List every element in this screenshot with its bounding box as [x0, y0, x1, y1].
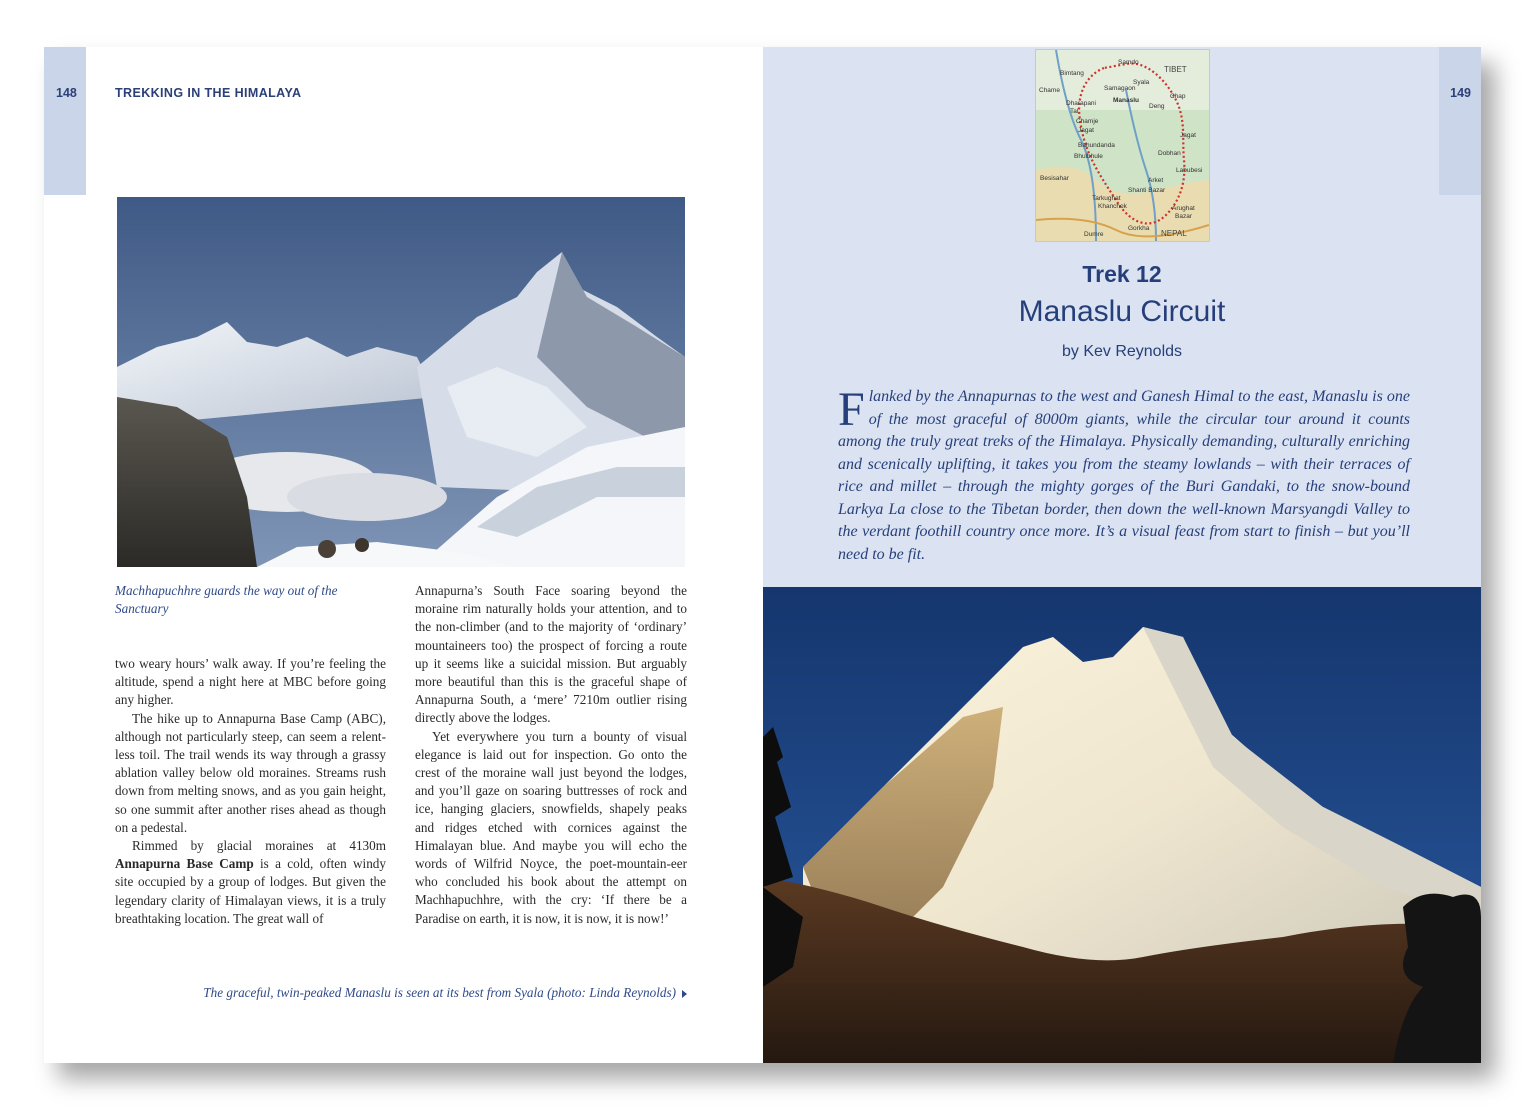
paragraph: [115, 837, 386, 928]
map-label: Deng: [1149, 103, 1165, 110]
map-label: Jagat: [1180, 132, 1196, 139]
map-label: Dharapani: [1066, 100, 1096, 107]
book-spread: [44, 47, 1481, 1063]
trek-title: Manaslu Circuit: [1018, 295, 1226, 328]
map-label: NEPAL: [1161, 229, 1187, 238]
map-label: Samdo: [1118, 59, 1139, 66]
manaslu-photo: [763, 587, 1481, 1063]
paragraph: Annapurna’s South Face soaring beyond the moraine rim naturally holds your attention, and to the non-climber (and to the majority of ‘ordinary’ mountaineers too) the prospect of forcing a route up it seems like a suicidal mission. But arguably more beautiful than this is the graceful shape of Annapurna South, a ‘mere’ 7210m outlier rising directly above the lodges.: [415, 583, 687, 726]
map-label: Shanti Bazar: [1128, 187, 1166, 194]
map-label: Chap: [1170, 93, 1186, 100]
map-label: Gorkha: [1128, 225, 1150, 232]
photo-caption-left: [115, 582, 365, 618]
map-label: Chamje: [1076, 118, 1099, 125]
arrow-right-icon: [682, 990, 687, 998]
drop-cap: F: [838, 383, 865, 436]
map-label: Tarkughat: [1092, 195, 1121, 202]
caption-line-1: Machhapuchhre guards the way out of the: [115, 583, 338, 598]
map-label: Jagat: [1078, 127, 1094, 134]
map-label: Samagaon: [1104, 85, 1136, 92]
folio-tab-right: [1439, 47, 1481, 195]
map-label: Bhulbhule: [1074, 153, 1103, 160]
folio-tab-left: [44, 47, 86, 195]
map-label: Arket: [1148, 177, 1164, 184]
map-label: Bimtang: [1060, 70, 1084, 77]
map-label: Syala: [1133, 79, 1150, 86]
map-label: Dumre: [1084, 231, 1104, 238]
trek-number: Trek 12: [1082, 261, 1162, 287]
paragraph: The hike up to Annapurna Base Camp (ABC), although not particularly steep, can seem a relent-less toil. The trail wends its way through a grassy ablation valley below old moraines. Streams rush down from melting snows, and as you gain height, so one summit after another rises ahead as though on a pedestal.: [115, 710, 386, 835]
right-page: [763, 47, 1481, 1063]
paragraph-text: Rimmed by glacial moraines at 4130m: [132, 838, 386, 854]
text-column-1: [115, 655, 386, 928]
map-label: Bazar: [1175, 213, 1192, 220]
map-label: Labubesi: [1176, 167, 1203, 174]
map-label: Bahundanda: [1078, 142, 1115, 149]
intro-text: lanked by the Annapurnas to the west and Ganesh Himal to the east, Manaslu is one of the most graceful of 8000m giants, while the circular tour around it counts among the truly great treks of the Himalaya. Physically demanding, culturally enriching and scenically uplifting, it takes you from the steamy lowlands – with their terraces of rice and millet – through the mighty gorges of the Buri Gandaki, to the snow-bound Larkya La close to the Tibetan border, then down the well-known Marsyangdi Valley to the verdant foothill country once more. It’s a visual feast from start to finish – but you’ll need to be fit.: [838, 388, 1410, 563]
running-head: TREKKING IN THE HIMALAYA: [115, 86, 302, 100]
paragraph-text: is a cold, often windy site occupied by a group of lodges. But given the legendary clarity of Himalayan views, it is a truly breathtaking location. The great wall of: [115, 856, 386, 926]
map-label: Manaslu: [1113, 97, 1140, 104]
map-label: Arughat: [1172, 205, 1195, 212]
paragraph: two weary hours’ walk away. If you’re feeling the altitude, spend a night here at MBC before going any higher.: [115, 656, 386, 708]
page-number-left: 148: [56, 86, 77, 100]
caption-text: The graceful, twin-peaked Manaslu is seen at its best from Syala (photo: Linda Reynolds): [203, 985, 676, 1000]
bold-term: Annapurna Base Camp: [115, 856, 254, 872]
map-label: Besisahar: [1040, 175, 1069, 182]
map-label: Dobhan: [1158, 150, 1181, 157]
route-map: [1035, 49, 1210, 242]
text-column-2: [415, 582, 687, 928]
machhapuchhre-photo: [117, 197, 685, 567]
left-page: [44, 47, 763, 1063]
map-label: Chame: [1039, 87, 1060, 94]
page-number-right: 149: [1450, 86, 1471, 100]
map-label: TIBET: [1164, 65, 1187, 74]
caption-line-2: Sanctuary: [115, 601, 169, 616]
map-label: Khanchok: [1098, 203, 1127, 210]
photo-caption-bottom: [203, 985, 687, 1001]
map-label: Tal: [1070, 108, 1079, 115]
paragraph: Yet everywhere you turn a bounty of visual elegance is laid out for inspection. Go onto the crest of the moraine wall just beyond the lodges, and you’ll gaze on soaring buttresses of rock and ice, hanging glaciers, snowfields, shapely peaks and ridges etched with cornices against the Himalayan blue. And maybe you will echo the words of Wilfrid Noyce, the poet-mountain-eer who concluded his book about the attempt on Machhapuchhre, with the cry: ‘If there be a Paradise on earth, it is now, it is now, it is now!’: [415, 728, 687, 926]
trek-author: by Kev Reynolds: [1061, 343, 1183, 360]
intro-paragraph: [838, 383, 1410, 566]
